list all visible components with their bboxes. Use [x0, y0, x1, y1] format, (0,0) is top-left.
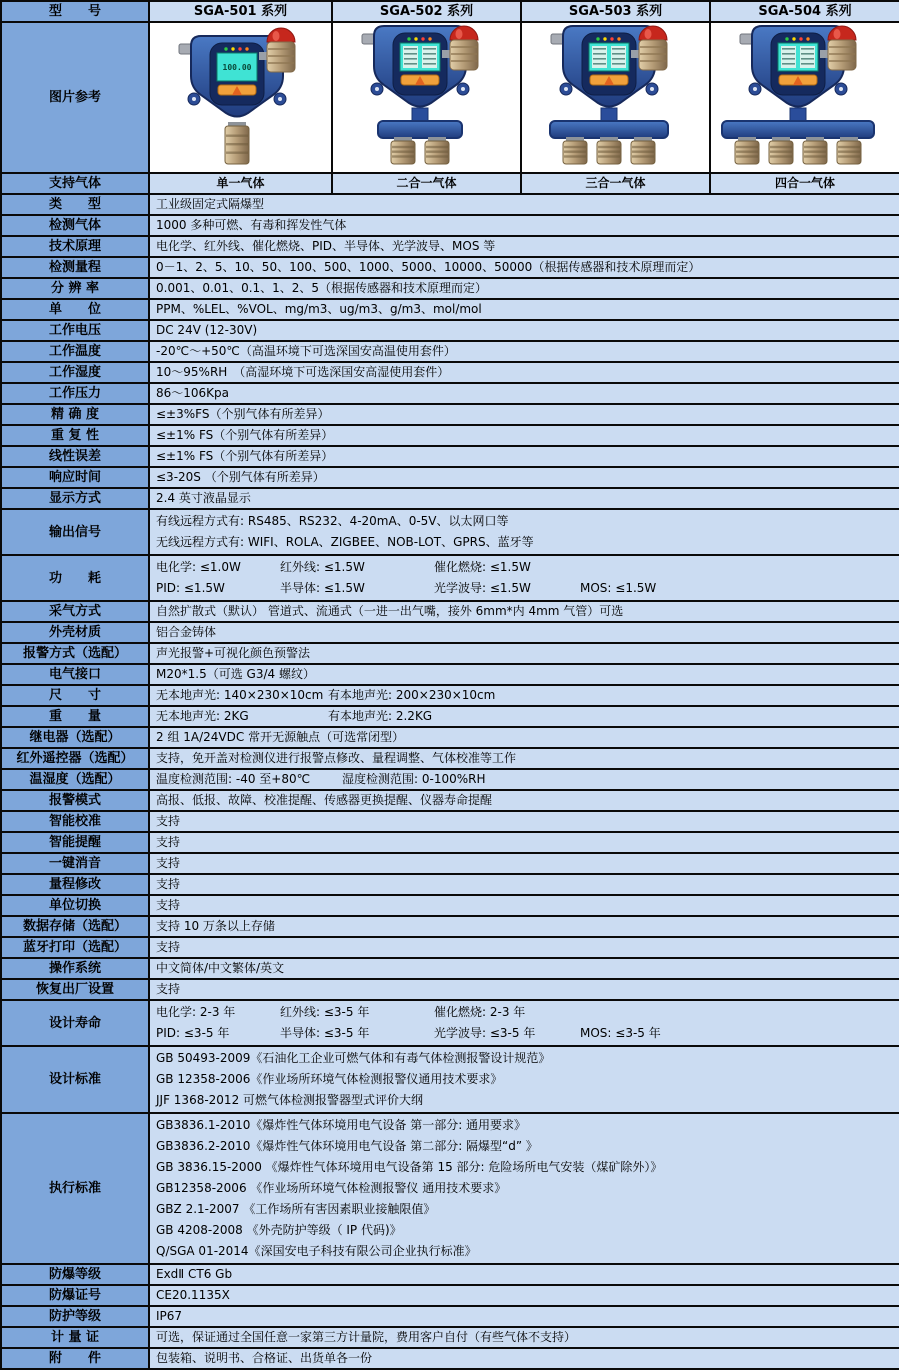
- row-label: 电气接口: [1, 664, 149, 685]
- row-label: 单位切换: [1, 895, 149, 916]
- row-label: 报警模式: [1, 790, 149, 811]
- row-label: 工作压力: [1, 383, 149, 404]
- spec-value-cell: [149, 1000, 899, 1046]
- spec-value-cell: [149, 1306, 899, 1327]
- row-label: 量程修改: [1, 874, 149, 895]
- sga-503-detector-photo: [521, 22, 710, 173]
- spec-text: 光学波导: ≤1.5W: [434, 581, 531, 595]
- row-label: 输出信号: [1, 509, 149, 555]
- sga-504-detector-photo: [710, 22, 899, 173]
- spec-value-cell: [149, 874, 899, 895]
- spec-text: 红外线: ≤1.5W: [280, 560, 365, 574]
- spec-text: GB 50493-2009《石油化工企业可燃气体和有毒气体检测报警设计规范》: [156, 1051, 551, 1065]
- spec-text: 高报、低报、故障、校准提醒、传感器更换提醒、仪器寿命提醒: [156, 793, 493, 807]
- row-label: 报警方式（选配）: [1, 643, 149, 664]
- spec-text: 电化学: 2-3 年: [156, 1005, 236, 1019]
- spec-text: 无本地声光: 2KG: [156, 709, 249, 723]
- gas-type-cell: 三合一气体: [521, 173, 710, 194]
- spec-value-cell: [149, 832, 899, 853]
- gas-detector-illustration: [151, 24, 332, 166]
- spec-text: 无本地声光: 140×230×10cm: [156, 688, 324, 702]
- spec-value-cell: [149, 811, 899, 832]
- spec-text: DC 24V (12-30V): [156, 323, 258, 337]
- row-label: 一键消音: [1, 853, 149, 874]
- spec-text: 0－1、2、5、10、50、100、500、1000、5000、10000、50000（根据传感器和技术原理而定）: [156, 260, 701, 274]
- row-label: 数据存储（选配）: [1, 916, 149, 937]
- spec-value-cell: [149, 706, 899, 727]
- spec-text: PID: ≤3-5 年: [156, 1026, 230, 1040]
- spec-text: 10～95%RH （高湿环境下可选深国安高湿使用套件）: [156, 365, 450, 379]
- spec-text: 声光报警+可视化颜色预警法: [156, 646, 311, 660]
- gas-detector-illustration: [523, 24, 709, 166]
- spec-value-cell: [149, 425, 899, 446]
- spec-text: 温度检测范围: -40 至+80℃: [156, 772, 311, 786]
- spec-value-cell: [149, 979, 899, 1000]
- spec-value-cell: [149, 748, 899, 769]
- spec-text: 有本地声光: 200×230×10cm: [328, 688, 496, 702]
- spec-text: 支持: [156, 898, 181, 912]
- spec-value-cell: [149, 257, 899, 278]
- spec-text: 催化燃烧: 2-3 年: [434, 1005, 526, 1019]
- row-label: 计 量 证: [1, 1327, 149, 1348]
- spec-text: CE20.1135X: [156, 1288, 230, 1302]
- row-label: 操作系统: [1, 958, 149, 979]
- spec-text: 电化学: ≤1.0W: [156, 560, 241, 574]
- row-label: 线性误差: [1, 446, 149, 467]
- row-label: 智能校准: [1, 811, 149, 832]
- spec-text: PID: ≤1.5W: [156, 581, 225, 595]
- spec-value-cell: [149, 278, 899, 299]
- row-label: 执行标准: [1, 1113, 149, 1264]
- spec-text: 支持 10 万条以上存储: [156, 919, 275, 933]
- row-label: 工作湿度: [1, 362, 149, 383]
- row-label: 智能提醒: [1, 832, 149, 853]
- row-label: 红外遥控器（选配）: [1, 748, 149, 769]
- spec-value-cell: [149, 895, 899, 916]
- row-label: 设计标准: [1, 1046, 149, 1113]
- row-label: 工作温度: [1, 341, 149, 362]
- spec-text: PPM、%LEL、%VOL、mg/m3、ug/m3、g/m3、mol/mol: [156, 302, 482, 316]
- spec-value-cell: [149, 1348, 899, 1369]
- spec-text: Q/SGA 01-2014《深国安电子科技有限公司企业执行标准》: [156, 1244, 477, 1258]
- spec-text: ≤3-20S （个别气体有所差异）: [156, 470, 325, 484]
- spec-value-cell: [149, 1285, 899, 1306]
- row-label: 检测量程: [1, 257, 149, 278]
- spec-text: GBZ 2.1-2007 《工作场所有害因素职业接触限值》: [156, 1202, 436, 1216]
- spec-value-cell: [149, 1113, 899, 1264]
- spec-text: 2 组 1A/24VDC 常开无源触点（可选常闭型）: [156, 730, 405, 744]
- row-label: 恢复出厂设置: [1, 979, 149, 1000]
- spec-value-cell: [149, 916, 899, 937]
- spec-value-cell: [149, 790, 899, 811]
- spec-text: GB 4208-2008 《外壳防护等级（ IP 代码)》: [156, 1223, 402, 1237]
- gas-detector-illustration: [712, 24, 898, 166]
- row-label: 工作电压: [1, 320, 149, 341]
- sga-502-detector-photo: [332, 22, 521, 173]
- row-label: 外壳材质: [1, 622, 149, 643]
- spec-text: ≤±1% FS（个别气体有所差异）: [156, 428, 334, 442]
- row-label: 防护等级: [1, 1306, 149, 1327]
- spec-value-cell: [149, 215, 899, 236]
- spec-value-cell: [149, 622, 899, 643]
- model-header-sga-503: SGA-503 系列: [521, 1, 710, 22]
- spec-text: ≤±1% FS（个别气体有所差异）: [156, 449, 334, 463]
- spec-text: 光学波导: ≤3-5 年: [434, 1026, 536, 1040]
- row-label-model: 型 号: [1, 1, 149, 22]
- spec-value-cell: [149, 853, 899, 874]
- spec-text: MOS: ≤3-5 年: [580, 1026, 661, 1040]
- spec-text: 有线远程方式有: RS485、RS232、4-20mA、0-5V、以太网口等: [156, 514, 509, 528]
- row-label: 采气方式: [1, 601, 149, 622]
- spec-value-cell: [149, 236, 899, 257]
- spec-value-cell: [149, 1327, 899, 1348]
- spec-text: 催化燃烧: ≤1.5W: [434, 560, 531, 574]
- row-label: 检测气体: [1, 215, 149, 236]
- spec-value-cell: [149, 664, 899, 685]
- spec-text: M20*1.5（可选 G3/4 螺纹）: [156, 667, 315, 681]
- gas-type-cell: 四合一气体: [710, 173, 899, 194]
- spec-text: 2.4 英寸液晶显示: [156, 491, 251, 505]
- gas-detector-illustration: [334, 24, 520, 166]
- row-label: 分 辨 率: [1, 278, 149, 299]
- spec-value-cell: [149, 299, 899, 320]
- row-label: 设计寿命: [1, 1000, 149, 1046]
- spec-text: 86～106Kpa: [156, 386, 230, 400]
- row-label: 单 位: [1, 299, 149, 320]
- row-label: 温湿度（选配）: [1, 769, 149, 790]
- spec-text: JJF 1368-2012 可燃气体检测报警器型式评价大纲: [156, 1093, 424, 1107]
- spec-value-cell: [149, 467, 899, 488]
- model-header-sga-502: SGA-502 系列: [332, 1, 521, 22]
- row-label: 功 耗: [1, 555, 149, 601]
- spec-text: 支持: [156, 982, 181, 996]
- spec-value-cell: [149, 194, 899, 215]
- row-label-gas: 支持气体: [1, 173, 149, 194]
- row-label: 继电器（选配）: [1, 727, 149, 748]
- row-label: 尺 寸: [1, 685, 149, 706]
- spec-text: GB3836.2-2010《爆炸性气体环境用电气设备 第二部分: 隔爆型“d” 》: [156, 1139, 538, 1153]
- row-label: 技术原理: [1, 236, 149, 257]
- row-label: 防爆证号: [1, 1285, 149, 1306]
- spec-text: -20℃～+50℃（高温环境下可选深国安高温使用套件）: [156, 344, 456, 358]
- row-label: 重 复 性: [1, 425, 149, 446]
- spec-value-cell: [149, 958, 899, 979]
- spec-text: 支持，免开盖对检测仪进行报警点修改、量程调整、气体校准等工作: [156, 751, 517, 765]
- spec-value-cell: [149, 1264, 899, 1285]
- spec-text: GB3836.1-2010《爆炸性气体环境用电气设备 第一部分: 通用要求》: [156, 1118, 527, 1132]
- spec-text: 半导体: ≤3-5 年: [280, 1026, 370, 1040]
- spec-text: 半导体: ≤1.5W: [280, 581, 365, 595]
- row-label: 类 型: [1, 194, 149, 215]
- spec-text: 可选，保证通过全国任意一家第三方计量院，费用客户自付（有些气体不支持）: [156, 1330, 577, 1344]
- spec-value-cell: [149, 362, 899, 383]
- spec-text: 1000 多种可燃、有毒和挥发性气体: [156, 218, 347, 232]
- spec-text: 工业级固定式隔爆型: [156, 197, 265, 211]
- spec-text: 支持: [156, 877, 181, 891]
- spec-text: 中文简体/中文繁体/英文: [156, 961, 285, 975]
- spec-text: 支持: [156, 814, 181, 828]
- spec-value-cell: [149, 320, 899, 341]
- spec-value-cell: [149, 1046, 899, 1113]
- spec-text: 电化学、红外线、催化燃烧、PID、半导体、光学波导、MOS 等: [156, 239, 496, 253]
- model-header-sga-504: SGA-504 系列: [710, 1, 899, 22]
- spec-text: 0.001、0.01、0.1、1、2、5（根据传感器和技术原理而定）: [156, 281, 488, 295]
- spec-text: GB 3836.15-2000 《爆炸性气体环境用电气设备第 15 部分: 危险场所电气安装（煤矿除外）》: [156, 1160, 663, 1174]
- spec-text: MOS: ≤1.5W: [580, 581, 657, 595]
- spec-value-cell: [149, 488, 899, 509]
- spec-text: GB 12358-2006《作业场所环境气体检测报警仪通用技术要求》: [156, 1072, 503, 1086]
- spec-value-cell: [149, 727, 899, 748]
- spec-value-cell: [149, 643, 899, 664]
- spec-value-cell: [149, 685, 899, 706]
- row-label: 精 确 度: [1, 404, 149, 425]
- sga-501-detector-photo: [149, 22, 332, 173]
- model-header-sga-501: SGA-501 系列: [149, 1, 332, 22]
- svg-text:100.00: 100.00: [222, 63, 252, 72]
- row-label: 防爆等级: [1, 1264, 149, 1285]
- spec-value-cell: [149, 341, 899, 362]
- row-label: 蓝牙打印（选配）: [1, 937, 149, 958]
- spec-text: 支持: [156, 940, 181, 954]
- spec-value-cell: [149, 555, 899, 601]
- spec-text: 湿度检测范围: 0-100%RH: [342, 772, 486, 786]
- spec-value-cell: [149, 601, 899, 622]
- gas-type-cell: 单一气体: [149, 173, 332, 194]
- spec-value-cell: [149, 383, 899, 404]
- row-label: 附 件: [1, 1348, 149, 1369]
- spec-text: ExdⅡ CT6 Gb: [156, 1267, 233, 1281]
- spec-text: 有本地声光: 2.2KG: [328, 709, 433, 723]
- row-label: 显示方式: [1, 488, 149, 509]
- spec-value-cell: [149, 769, 899, 790]
- spec-text: 包装箱、说明书、合格证、出货单各一份: [156, 1351, 373, 1365]
- spec-text: 无线远程方式有: WIFI、ROLA、ZIGBEE、NOB-LOT、GPRS、蓝牙等: [156, 535, 534, 549]
- spec-text: 红外线: ≤3-5 年: [280, 1005, 370, 1019]
- row-label: 响应时间: [1, 467, 149, 488]
- row-label-image: 图片参考: [1, 22, 149, 173]
- gas-type-cell: 二合一气体: [332, 173, 521, 194]
- spec-text: ≤±3%FS（个别气体有所差异）: [156, 407, 330, 421]
- spec-text: 支持: [156, 835, 181, 849]
- spec-text: 铝合金铸体: [156, 625, 217, 639]
- spec-text: 支持: [156, 856, 181, 870]
- spec-value-cell: [149, 404, 899, 425]
- row-label: 重 量: [1, 706, 149, 727]
- spec-text: GB12358-2006 《作业场所环境气体检测报警仪 通用技术要求》: [156, 1181, 507, 1195]
- spec-value-cell: [149, 446, 899, 467]
- spec-value-cell: [149, 509, 899, 555]
- spec-text: IP67: [156, 1309, 183, 1323]
- spec-value-cell: [149, 937, 899, 958]
- spec-text: 自然扩散式（默认） 管道式、流通式（一进一出气嘴，接外 6mm*内 4mm 气管）可选: [156, 604, 624, 618]
